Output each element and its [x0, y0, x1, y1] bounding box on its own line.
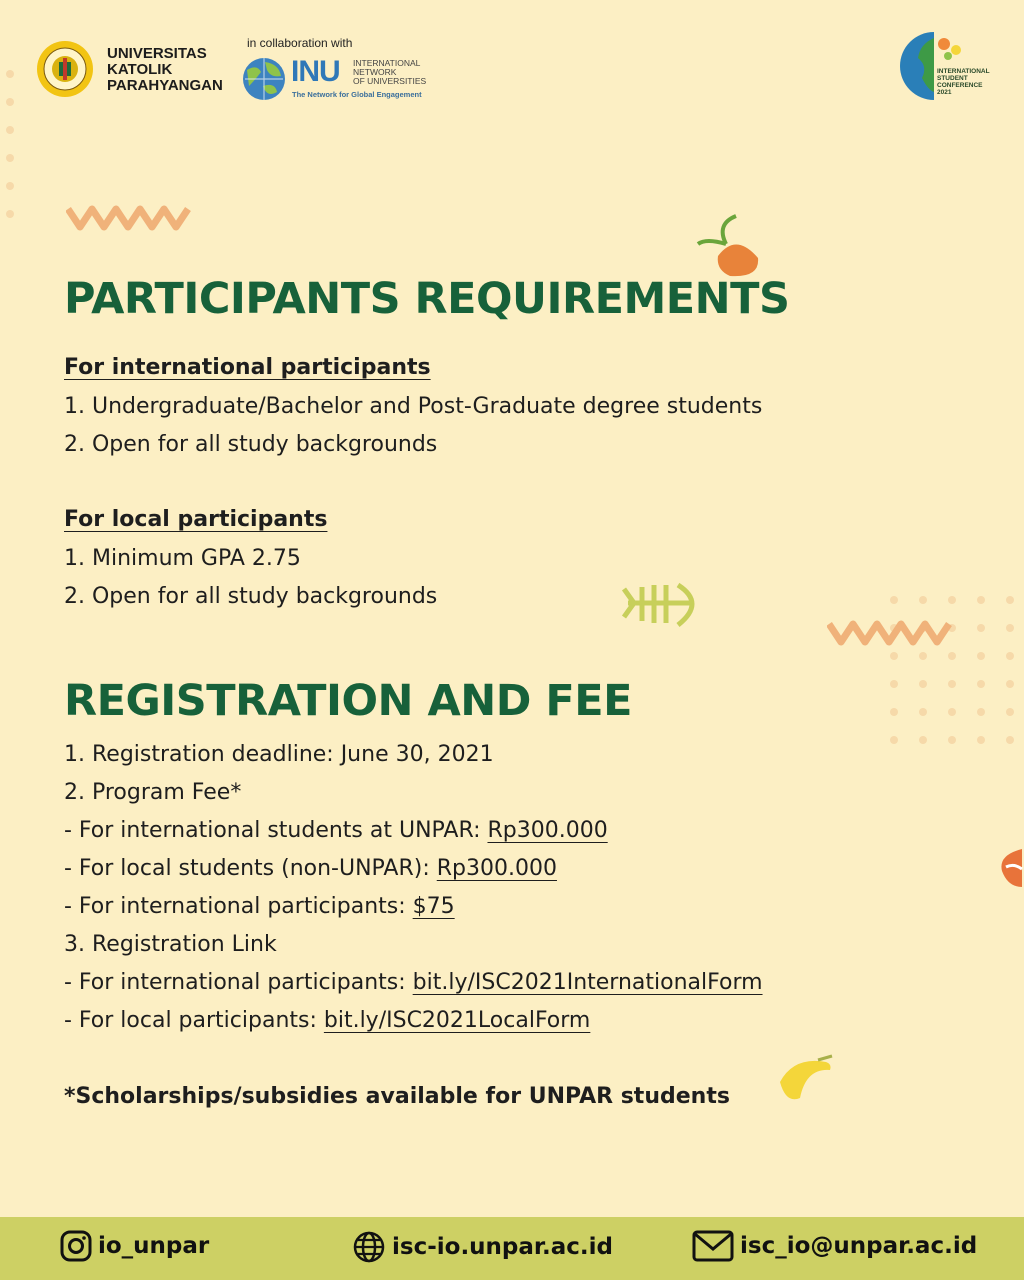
fee-row: - For international participants: $75 [64, 894, 455, 919]
registration-title: REGISTRATION AND FEE [64, 676, 633, 726]
instagram-contact[interactable]: io_unpar [60, 1230, 209, 1262]
email-contact[interactable]: isc_io@unpar.ac.id [692, 1230, 977, 1262]
university-name: UNIVERSITAS KATOLIK PARAHYANGAN [107, 45, 223, 94]
fee-row: - For local students (non-UNPAR): Rp300.000 [64, 856, 557, 881]
conference-name: INTERNATIONAL STUDENT CONFERENCE 2021 [937, 68, 990, 96]
link-row: - For local participants: bit.ly/ISC2021LocalForm [64, 1008, 591, 1033]
fee-value: Rp300.000 [487, 818, 608, 843]
international-requirement-1: 1. Undergraduate/Bachelor and Post-Graduate degree students [64, 394, 763, 419]
globe-icon [241, 56, 287, 102]
university-logo [36, 40, 94, 98]
program-fee-heading: 2. Program Fee* [64, 780, 242, 805]
international-requirement-2: 2. Open for all study backgrounds [64, 432, 438, 457]
registration-deadline: 1. Registration deadline: June 30, 2021 [64, 742, 494, 767]
registration-link-heading: 3. Registration Link [64, 932, 277, 957]
fee-value: $75 [412, 894, 455, 919]
instagram-icon [60, 1230, 92, 1262]
inu-logo-text: INU [291, 55, 340, 88]
international-form-link[interactable]: bit.ly/ISC2021InternationalForm [412, 970, 763, 995]
fee-value: Rp300.000 [436, 856, 557, 881]
local-subheading: For local participants [64, 507, 328, 532]
inu-full-name: INTERNATIONAL NETWORK OF UNIVERSITIES [353, 58, 427, 86]
zigzag-decoration [66, 203, 196, 233]
shrimp-icon [996, 845, 1024, 891]
local-form-link[interactable]: bit.ly/ISC2021LocalForm [323, 1008, 591, 1033]
globe-web-icon [352, 1230, 386, 1264]
fishbone-icon [622, 575, 708, 635]
local-requirement-1: 1. Minimum GPA 2.75 [64, 546, 301, 571]
carrot-icon [696, 214, 768, 280]
fee-row: - For international students at UNPAR: Rp300.000 [64, 818, 608, 843]
mail-icon [692, 1230, 734, 1262]
scholarship-note: *Scholarships/subsidies available for UNPAR students [64, 1084, 730, 1109]
link-row: - For international participants: bit.ly/ISC2021InternationalForm [64, 970, 763, 995]
zigzag-decoration-right [827, 618, 959, 648]
banana-icon [772, 1054, 836, 1110]
collaboration-label: in collaboration with [247, 36, 353, 50]
local-requirement-2: 2. Open for all study backgrounds [64, 584, 438, 609]
website-contact[interactable]: isc-io.unpar.ac.id [352, 1230, 613, 1264]
international-subheading: For international participants [64, 355, 431, 380]
requirements-title: PARTICIPANTS REQUIREMENTS [64, 274, 790, 324]
inu-tagline: The Network for Global Engagement [292, 90, 422, 99]
